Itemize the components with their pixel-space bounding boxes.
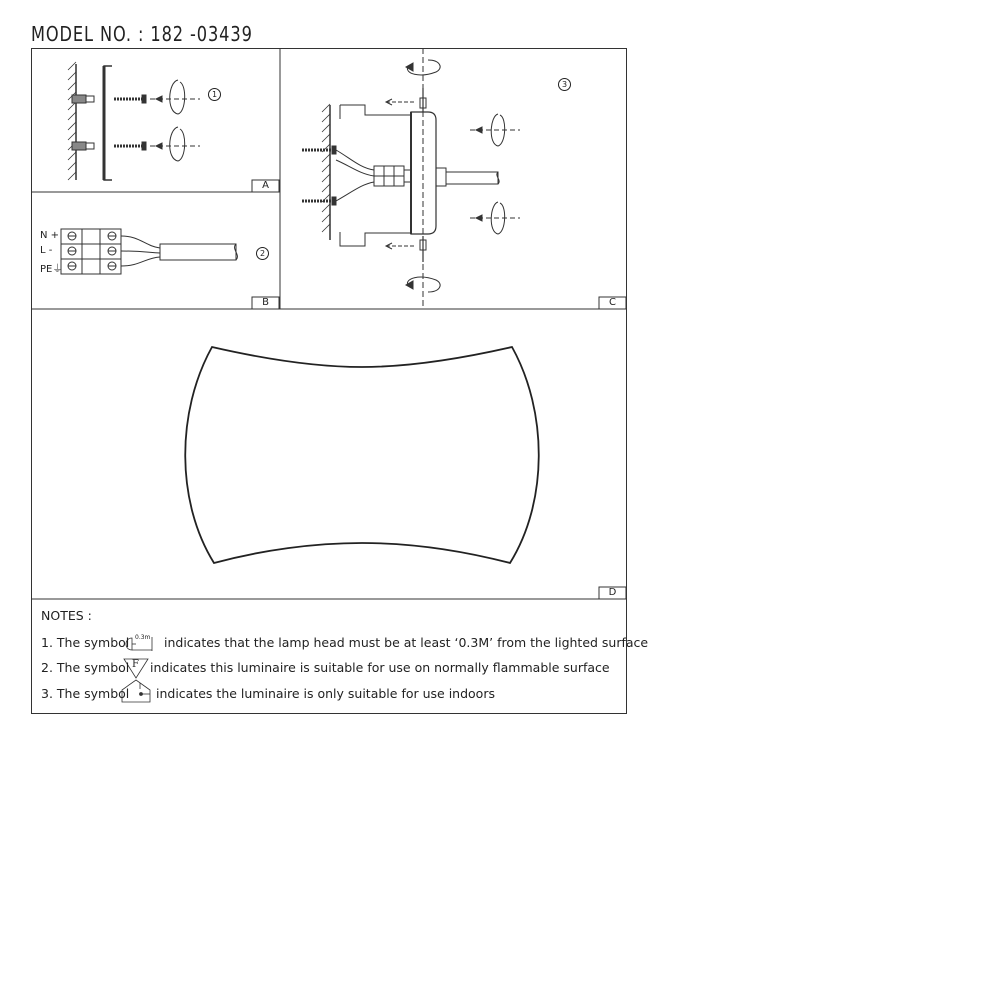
panel-b-letter: B — [262, 297, 269, 308]
model-number-title: MODEL NO. : 182 -03439 — [31, 22, 253, 46]
step-3-badge: 3 — [558, 78, 571, 91]
screw-icon — [302, 146, 336, 154]
panel-c-letter: C — [609, 297, 616, 308]
note-1-symbol-text: 0.3m — [135, 634, 151, 641]
terminal-label-neutral: N + — [40, 230, 60, 241]
panel-d-letter: D — [608, 587, 617, 598]
cable-gland-icon — [436, 168, 446, 186]
terminal-screw-icon — [68, 232, 116, 270]
notes-heading: NOTES : — [41, 608, 92, 623]
screw-icon — [114, 95, 146, 103]
lamp-front-view — [185, 347, 539, 563]
wall-anchor-icon — [72, 142, 94, 150]
wall-anchor-icon — [72, 95, 94, 103]
note-1-prefix: 1. The symbol — [41, 635, 130, 650]
rotate-arrow-icon — [470, 114, 520, 146]
note-2-symbol-text: F — [132, 659, 139, 670]
panel-b-illustration — [61, 229, 237, 274]
screw-icon — [302, 197, 336, 205]
note-3-text: indicates the luminaire is only suitable for use indoors — [156, 686, 495, 701]
note-item-1 — [41, 635, 129, 650]
panel-a-illustration — [68, 62, 200, 180]
rotate-arrow-icon — [470, 202, 520, 234]
note-2-text: indicates this luminaire is suitable for use on normally flammable surface — [150, 660, 610, 675]
notes-section — [41, 608, 92, 628]
cable-icon — [446, 172, 498, 184]
screw-icon — [114, 142, 146, 150]
terminal-label-live: L - — [40, 245, 53, 256]
rotate-arrow-icon — [150, 80, 200, 114]
note-item-3 — [41, 686, 129, 701]
rotate-arrow-icon — [150, 127, 200, 161]
note-item-2 — [41, 660, 129, 675]
step-2-badge: 2 — [256, 247, 269, 260]
terminal-label-earth: PE⏚ — [40, 264, 63, 275]
panel-a-letter: A — [262, 180, 269, 191]
step-1-badge: 1 — [208, 88, 221, 101]
note-3-prefix: 3. The symbol — [41, 686, 130, 701]
cable-icon — [160, 244, 236, 260]
panel-c-illustration — [302, 60, 520, 292]
note-1-text: indicates that the lamp head must be at least ‘0.3M’ from the lighted surface — [164, 635, 649, 650]
note-2-prefix: 2. The symbol — [41, 660, 130, 675]
